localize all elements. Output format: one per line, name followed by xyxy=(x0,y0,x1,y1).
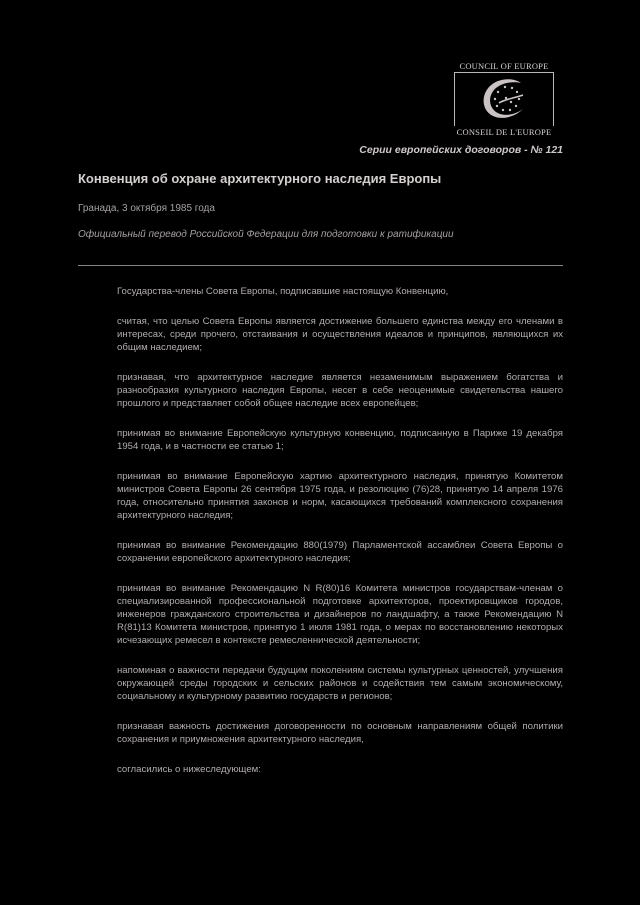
document-title: Конвенция об охране архитектурного наследия Европы xyxy=(78,171,442,186)
preamble-paragraph: принимая во внимание Европейскую культурную конвенцию, подписанную в Париже 19 декабря 1954 года, и в частности ее статью 1; xyxy=(117,428,563,452)
logo-frame xyxy=(454,72,554,126)
place-and-date: Гранада, 3 октября 1985 года xyxy=(78,203,215,214)
preamble-paragraph: признавая важность достижения договоренности по основным направлениям общей политики сохранения и приумножения архитектурного наследия, xyxy=(117,721,563,745)
translation-note: Официальный перевод Российской Федерации для подготовки к ратификации xyxy=(78,229,454,240)
preamble xyxy=(117,285,563,793)
logo-top-text: COUNCIL OF EUROPE xyxy=(459,61,549,71)
treaty-series-number: Серии европейских договоров - № 121 xyxy=(359,144,563,156)
horizontal-divider xyxy=(78,265,563,266)
preamble-paragraph: признавая, что архитектурное наследие является незаменимым выражением богатства и разнообразия культурного наследия Европы, несет в себе неоценимые свидетельства нашего прошлого и представляет собой общее наследие всех европейцев; xyxy=(117,372,563,409)
preamble-paragraph: принимая во внимание Европейскую хартию архитектурного наследия, принятую Комитетом министров Совета Европы 26 сентября 1975 года, и резолюцию (76)28, принятую 14 апреля 1976 года, относительно принятия законов и норм, касающихся требований комплексного сохранения архитектурного наследия; xyxy=(117,471,563,521)
preamble-closing: согласились о нижеследующем: xyxy=(117,764,261,775)
council-of-europe-logo xyxy=(452,61,556,141)
logo-bottom-text: CONSEIL DE L'EUROPE xyxy=(456,127,552,137)
preamble-paragraph: принимая во внимание Рекомендацию N R(80)16 Комитета министров государствам-членам о специализированной профессиональной подготовке архитекторов, проектировщиков городов, инженеров гражданского строительства и дизайнеров по ландшафту, а также Рекомендацию N R(81)13 Комитета министров, принятую 1 июля 1981 года, о мерах по восстановлению некоторых исчезающих ремесел в контексте ремесленнической деятельности; xyxy=(117,583,563,646)
council-of-europe-emblem-icon xyxy=(455,73,553,126)
preamble-paragraph: Государства-члены Совета Европы, подписавшие настоящую Конвенцию, xyxy=(117,286,449,297)
preamble-paragraph: напоминая о важности передачи будущим поколениям системы культурных ценностей, улучшения окружающей среды городских и сельских районов и содействия тем самым экономическому, социальному и культурному развитию государств и регионов; xyxy=(117,665,563,702)
preamble-paragraph: принимая во внимание Рекомендацию 880(1979) Парламентской ассамблеи Совета Европы о сохранении европейского архитектурного наследия; xyxy=(117,540,563,564)
preamble-paragraph: считая, что целью Совета Европы является достижение большего единства между его членами в интересах, среди прочего, отстаивания и осуществления идеалов и принципов, являющихся их общим наследием; xyxy=(117,316,563,353)
